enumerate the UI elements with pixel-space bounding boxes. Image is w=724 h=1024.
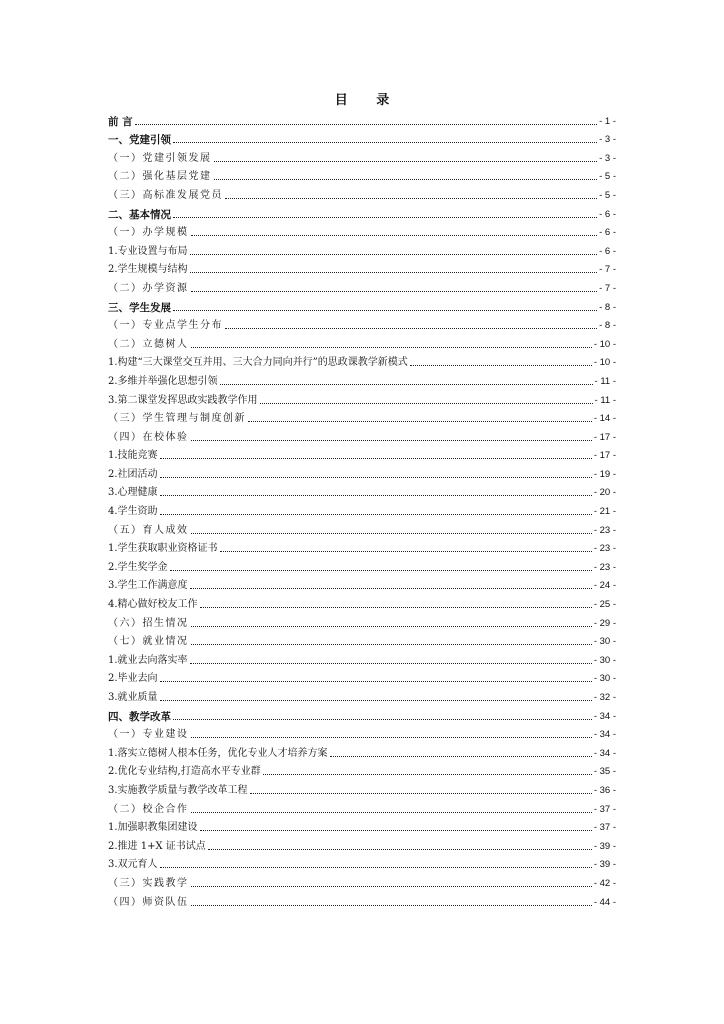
toc-entry[interactable] xyxy=(108,834,616,853)
toc-entry-title: （一）专业建设 xyxy=(108,729,189,741)
toc-entry-page: - 11 - xyxy=(594,394,616,406)
toc-entry[interactable] xyxy=(108,369,616,388)
toc-entry-title: （二）办学资源 xyxy=(108,282,189,294)
dot-leader xyxy=(190,272,598,273)
dot-leader xyxy=(208,849,592,850)
toc-entry[interactable] xyxy=(108,221,616,240)
toc-entry-page: - 14 - xyxy=(593,413,616,425)
toc-entry-title: 1.构建“三大课堂交互并用、三大合力同向并行”的思政课教学新模式 xyxy=(108,357,408,369)
dot-leader xyxy=(170,570,592,571)
toc-entry-page: - 5 - xyxy=(599,171,616,183)
toc-entry-page: - 6 - xyxy=(599,208,616,220)
dot-leader xyxy=(160,867,592,868)
toc-entry[interactable] xyxy=(108,314,616,333)
toc-entry-page: - 6 - xyxy=(599,227,616,239)
toc-entry[interactable] xyxy=(108,481,616,500)
toc-entry[interactable] xyxy=(108,499,616,518)
toc-entry[interactable] xyxy=(108,258,616,277)
toc-entry-title: 二、基本情况 xyxy=(108,208,171,221)
toc-entry[interactable] xyxy=(108,183,616,202)
dot-leader xyxy=(191,626,592,627)
toc-entry[interactable] xyxy=(108,741,616,760)
toc-entry-title: 一、党建引领 xyxy=(108,134,171,147)
toc-entry[interactable] xyxy=(108,555,616,574)
toc-entry-title: 1.技能竞赛 xyxy=(108,450,158,462)
toc-entry-title: （四）师资队伍 xyxy=(108,896,189,908)
toc-entry-page: - 39 - xyxy=(593,840,616,852)
toc-entry-page: - 34 - xyxy=(593,729,616,741)
toc-entry[interactable] xyxy=(108,890,616,909)
dot-leader xyxy=(191,533,592,534)
toc-entry-page: - 34 - xyxy=(593,710,616,722)
toc-entry-title: （七）就业情况 xyxy=(108,636,189,648)
dot-leader xyxy=(191,291,598,292)
toc-entry[interactable] xyxy=(108,630,616,649)
toc-entry[interactable] xyxy=(108,667,616,686)
toc-entry-page: - 3 - xyxy=(599,134,616,146)
toc-entry-title: 2.多维并举强化思想引领 xyxy=(108,375,218,387)
dot-leader xyxy=(214,179,598,180)
toc-entry-page: - 39 - xyxy=(593,859,616,871)
dot-leader xyxy=(220,551,592,552)
toc-entry-page: - 30 - xyxy=(593,636,616,648)
toc-entry-title: 3.就业质量 xyxy=(108,692,158,703)
toc-entry-page: - 23 - xyxy=(593,543,616,555)
dot-leader xyxy=(410,365,592,366)
toc-entry-page: - 8 - xyxy=(599,320,616,332)
toc-entry-page: - 5 - xyxy=(599,189,616,201)
toc-entry[interactable] xyxy=(108,816,616,835)
dot-leader xyxy=(191,347,592,348)
toc-entry-page: - 21 - xyxy=(593,506,616,518)
toc-entry-page: - 23 - xyxy=(593,524,616,536)
toc-entry[interactable] xyxy=(108,871,616,890)
toc-entry-page: - 37 - xyxy=(593,822,616,834)
dot-leader xyxy=(173,310,597,311)
toc-entry-title: 1.专业设置与布局 xyxy=(108,245,188,257)
toc-entry-title: （三）实践教学 xyxy=(108,877,189,889)
toc-entry-page: - 3 - xyxy=(599,152,616,164)
toc-entry-title: 3.心理健康 xyxy=(108,487,158,499)
dot-leader xyxy=(190,588,592,589)
toc-entry-title: 2.毕业去向 xyxy=(108,673,158,685)
dot-leader xyxy=(160,458,592,459)
toc-entry[interactable] xyxy=(108,295,616,314)
toc-entry[interactable] xyxy=(108,592,616,611)
toc-entry-page: - 10 - xyxy=(593,338,616,350)
toc-entry-title: （二）校企合作 xyxy=(108,803,189,815)
toc-entry[interactable] xyxy=(108,704,616,723)
toc-entry[interactable] xyxy=(108,778,616,797)
toc-entry[interactable] xyxy=(108,202,616,221)
dot-leader xyxy=(191,440,592,441)
toc-entry-page: - 34 - xyxy=(593,747,616,759)
toc-entry[interactable] xyxy=(108,444,616,463)
toc-entry-title: （二）强化基层党建 xyxy=(108,171,212,183)
dot-leader xyxy=(190,663,592,664)
toc-entry-title: 2.推进 1+X 证书试点 xyxy=(108,840,206,852)
dot-leader xyxy=(160,514,592,515)
dot-leader xyxy=(191,905,592,906)
toc-entry[interactable] xyxy=(108,518,616,537)
toc-entry-page: - 19 - xyxy=(593,468,616,480)
toc-entry-title: （二）立德树人 xyxy=(108,338,189,350)
toc-entry-title: 3.第二课堂发挥思政实践教学作用 xyxy=(108,394,258,406)
toc-entry-title: 1.就业去向落实率 xyxy=(108,654,188,666)
toc-entry-page: - 35 - xyxy=(593,766,616,778)
toc-entry[interactable] xyxy=(108,611,616,630)
toc-entry-title: 2.优化专业结构,打造高水平专业群 xyxy=(108,766,261,778)
toc-entry[interactable] xyxy=(108,797,616,816)
toc-entry-page: - 17 - xyxy=(593,431,616,443)
dot-leader xyxy=(191,737,592,738)
toc-entry-title: 3.双元育人 xyxy=(108,859,158,871)
toc-entry[interactable] xyxy=(108,388,616,407)
toc-entry-page: - 23 - xyxy=(593,561,616,573)
toc-entry[interactable] xyxy=(108,276,616,295)
dot-leader xyxy=(220,384,593,385)
toc-entry-page: - 29 - xyxy=(593,617,616,629)
toc-entry-title: 4.学生资助 xyxy=(108,506,158,518)
toc-entry[interactable] xyxy=(108,462,616,481)
dot-leader xyxy=(250,793,592,794)
toc-entry-title: 2.学生规模与结构 xyxy=(108,264,188,276)
dot-leader xyxy=(200,607,592,608)
toc-entry-page: - 37 - xyxy=(593,803,616,815)
dot-leader xyxy=(191,235,598,236)
toc-entry-title: 2.学生奖学金 xyxy=(108,561,168,573)
toc-entry[interactable] xyxy=(108,109,616,128)
toc-entry[interactable] xyxy=(108,648,616,667)
dot-leader xyxy=(160,477,592,478)
dot-leader xyxy=(160,681,592,682)
toc-entry-title: （一）专业点学生分布 xyxy=(108,320,223,332)
toc-entry-title: 四、教学改革 xyxy=(108,710,171,723)
toc-entry[interactable] xyxy=(108,146,616,165)
dot-leader xyxy=(135,124,597,125)
page-title: 目 录 xyxy=(334,93,402,108)
dot-leader xyxy=(200,830,592,831)
toc-entry[interactable] xyxy=(108,165,616,184)
toc-entry-page: - 25 - xyxy=(593,599,616,611)
toc-entry[interactable] xyxy=(108,239,616,258)
toc-entry-page: - 42 - xyxy=(593,877,616,889)
toc-entry-title: 2.社团活动 xyxy=(108,468,158,480)
toc-entry[interactable] xyxy=(108,537,616,556)
toc-entry-title: （六）招生情况 xyxy=(108,617,189,629)
toc-entry[interactable] xyxy=(108,723,616,742)
dot-leader xyxy=(263,774,592,775)
toc-entry-page: - 8 - xyxy=(599,301,616,313)
toc-entry-page: - 7 - xyxy=(599,282,616,294)
dot-leader xyxy=(160,495,592,496)
toc-entry-title: （三）高标准发展党员 xyxy=(108,189,223,201)
toc-entry-title: （五）育人成效 xyxy=(108,524,189,536)
toc-entry[interactable] xyxy=(108,425,616,444)
toc-entry-title: 3.学生工作满意度 xyxy=(108,580,188,592)
toc-entry[interactable] xyxy=(108,351,616,370)
dot-leader xyxy=(225,328,597,329)
toc-entry-title: （一）党建引领发展 xyxy=(108,152,212,164)
toc-entry-page: - 36 - xyxy=(593,784,616,796)
dot-leader xyxy=(191,886,592,887)
dot-leader xyxy=(214,161,598,162)
toc-entry-title: 1.落实立德树人根本任务，优化专业人才培养方案 xyxy=(108,747,328,759)
dot-leader xyxy=(191,644,592,645)
toc-entry[interactable] xyxy=(108,685,616,704)
dot-leader xyxy=(225,198,597,199)
toc-entry-page: - 24 - xyxy=(593,580,616,592)
toc-entry-page: - 6 - xyxy=(599,245,616,257)
toc-entry-page: - 7 - xyxy=(599,264,616,276)
toc-entry-page: - 30 - xyxy=(593,654,616,666)
toc-entry-page: - 11 - xyxy=(594,375,616,387)
dot-leader xyxy=(248,421,592,422)
dot-leader xyxy=(260,403,593,404)
dot-leader xyxy=(330,756,592,757)
toc-entry[interactable] xyxy=(108,760,616,779)
toc-entry-page: - 30 - xyxy=(593,673,616,685)
toc-entry-title: （四）在校体验 xyxy=(108,431,189,443)
dot-leader xyxy=(190,254,598,255)
toc-entry-title: 1.学生获取职业资格证书 xyxy=(108,543,218,555)
toc-entry-page: - 32 - xyxy=(593,692,616,703)
toc-entry-title: 1.加强职教集团建设 xyxy=(108,822,198,834)
dot-leader xyxy=(191,812,592,813)
dot-leader xyxy=(173,142,597,143)
toc-entry[interactable] xyxy=(108,853,616,872)
table-of-contents xyxy=(108,109,616,909)
toc-entry-page: - 17 - xyxy=(593,450,616,462)
dot-leader xyxy=(160,700,592,701)
toc-entry-title: 三、学生发展 xyxy=(108,301,171,314)
toc-entry-title: 前 言 xyxy=(108,115,133,128)
toc-entry[interactable] xyxy=(108,574,616,593)
toc-entry-title: （三）学生管理与制度创新 xyxy=(108,413,246,425)
toc-entry-page: - 10 - xyxy=(593,357,616,369)
toc-entry-page: - 20 - xyxy=(593,487,616,499)
toc-entry-page: - 44 - xyxy=(593,896,616,908)
dot-leader xyxy=(173,719,592,720)
toc-entry-title: 4.精心做好校友工作 xyxy=(108,599,198,611)
toc-entry[interactable] xyxy=(108,128,616,147)
toc-entry-page: - 1 - xyxy=(599,115,616,127)
toc-entry[interactable] xyxy=(108,332,616,351)
toc-entry-title: 3.实施教学质量与教学改革工程 xyxy=(108,784,248,796)
dot-leader xyxy=(173,217,597,218)
toc-entry-title: （一）办学规模 xyxy=(108,227,189,239)
toc-entry[interactable] xyxy=(108,407,616,426)
